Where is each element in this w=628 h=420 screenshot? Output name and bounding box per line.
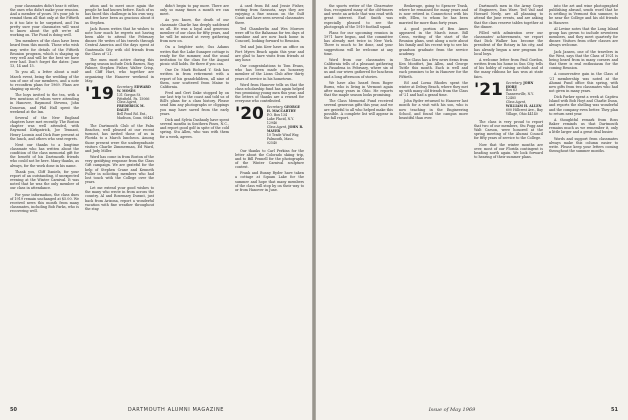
paragraph: For your information, the class dues of 1919 remain unchanged at $5.00. We received news this month from many classmates, including Bob Parks, who is recovering well.: [10, 192, 79, 214]
left-column-4: [235, 4, 304, 402]
class-header-1921: [474, 79, 543, 117]
paragraph: Brokerage, going to Spencer Trask, where he remained for many years and is now retired in Connecticut with his wife, Ellen, to whom he has been married for more than forty years.: [399, 4, 468, 25]
left-column-2: [85, 4, 154, 402]
paragraph: Frank and Bunny Ryder have taken a cottage at Squam Lake for the summer and hope that many members of the class will stop by on their way to or from Hanover in June.: [235, 171, 304, 192]
right-column-4: [549, 4, 618, 402]
left-column-3: [160, 4, 229, 402]
paragraph: Let me extend your good wishes to the many who wrote in from across the country. Al and Rosemary Durant, just back from Arizona, report a wonderful vacation with fine weather throughout the stay.: [85, 186, 154, 211]
magazine-title: DARTMOUTH ALUMNI MAGAZINE: [127, 407, 225, 413]
paragraph: A welcome letter from Paul Gordon, written from his home in Sun City, tells of his hobby of raising orchids and of the many ribbons he has won at state fairs.: [474, 57, 543, 79]
paragraph: A conservative gain in the Class of '21 membership was noted at the Alumni Fund office this spring, with new gifts from two classmates who had not given in many years.: [549, 72, 618, 93]
secretary-city: Pittsfield, Pa. 15066: [116, 96, 150, 101]
paragraph: into the art and wine photographed publishing abroad, sends word that he is settling in Vermont this summer, to be near the College and his old friends in Hanover.: [549, 4, 618, 25]
secretary-label: Secretary,: [266, 105, 284, 110]
paragraph: The Class has a few news items from Ken Montfort, Jim Allen, and George Tuttle this month. Each is well and each promises to be in Hanover for the Fiftieth.: [399, 57, 468, 79]
left-page-footer: [0, 407, 312, 415]
right-column-2: [399, 4, 468, 402]
paragraph: Jack Rosen writes that he wishes to note how much he regrets not having been able to attend the February dinner. He writes of his travels through Central America and the days spent at Guatemala City with old friends from the Class of '21.: [85, 26, 154, 56]
paragraph: Our congratulations to Tom Evans, who has been made an honorary member of the Lions Club after thirty years of service in his hometown.: [235, 64, 304, 81]
paragraph: John Ryder returned to Hanover last month for a visit with his son, who is now teaching in the Engineering School, and found the campus more beautiful than ever.: [399, 99, 468, 120]
paragraph: We have also heard from Roger Burns, who is living in Vermont again after many years in Ohio. He reports that the maple season looks promising.: [324, 80, 393, 98]
secretary-label: Secretary,: [116, 84, 134, 89]
page-number: 50: [10, 407, 17, 413]
agent-address: 600 Hillcrest Ave., Bay Village, Ohio 44140: [505, 108, 543, 116]
paragraph: Word from Hanover tells us that the class scholarship fund has again helped two promising young men this year, and the letters of thanks are a reward for everyone who contributed.: [235, 82, 304, 104]
secretary-address: P.O. Box 134: [266, 113, 287, 118]
secretary-city: Lake Placid, N.Y. 12946: [266, 117, 294, 126]
class-officers: [506, 82, 543, 117]
paragraph: To you all, a letter about a mid-March event, being the wedding of the son of one of our members, and a note to reconfirm plans for 1969. Plans are shaping up nicely.: [10, 70, 79, 91]
paragraph: your classmates didn't hear it either, the ones who didn't make your reunion. And a member of yours. It's your job to remind them all that only at the Fiftieth is it too late to be surprised, and I'm pretty sure your classmates will want to know about the gift we're all working on. The Fund is doing well.: [10, 4, 79, 38]
left-column-1: [10, 4, 79, 402]
paragraph: Fred and Gert Dake stopped by on our last trip to the coast and told us of Bill's plans for a class history. Please send him any photographs or clippings you may have saved from the early years.: [160, 90, 229, 116]
class-year-numeral: '21: [474, 79, 503, 100]
agent-name: FREDERICK M. DALEY: [116, 104, 145, 113]
right-column-3: [474, 4, 543, 402]
agent-name: JOHN R. MAYER: [266, 124, 304, 133]
left-page: [0, 0, 312, 420]
paragraph: The Dartmouth Club of the Palm Beaches, well pleased at our recent turnout, has invited those of us in Florida to a March luncheon. Among those present were the undergraduate visitors Charlie Zimmerman, Ed Ward, and Judy Miller.: [85, 123, 154, 153]
agent-label: Class Agent,: [505, 100, 527, 105]
secretary-label: Secretary,: [505, 80, 523, 85]
paragraph: Words and support from classmates always make this column easier to write. Please keep your letters coming throughout the summer months.: [549, 136, 618, 153]
secretary-name: JOHN HOBE: [505, 80, 534, 89]
paragraph: didn't begin to pay more. There are only so many times a month we can meet.: [160, 4, 229, 17]
paragraph: A thoughtful remark from Ross Baker reminds us that Dartmouth remains much as we remember it, only a little larger and a great deal busier.: [549, 117, 618, 135]
agent-name: WILLIAM H. ALLEN: [505, 104, 542, 109]
paragraph: A good portion of Ben Ames appeared in the March issue. Bill Cross, writing of the start of the Reunion plans, sent along a note about his family and his recent trip to see his grandson graduate from the service academy.: [399, 26, 468, 56]
right-page-footer: [316, 407, 628, 415]
paragraph: The class is very proud to report that two of our members, Stu Fogg and Walt Carson, were honored at the spring meeting of the Alumni Council for fifty years of service to the College.: [474, 119, 543, 141]
issue-date: Issue of May 1969: [428, 407, 476, 413]
paragraph: The boys invited to the tea, with a few mentions of whom were attending in Hanover, Raymond Stevens, John Donovan, and Phil Hall spent the weekend at the Inn.: [10, 93, 79, 114]
paragraph: Our thanks to Carl Perkins for the letter about the Colorado skiing trip, and to Bill Fennell for the photographs of the Winter Carnival sculpture contest.: [235, 148, 304, 170]
paragraph: ation and to meet once again the people he had known before. Each of us has faced this challenge in his own way, and few have been as gracious about it as Stephen.: [85, 4, 154, 25]
secretary-name: GEORGE H. MACCARTHY: [266, 105, 300, 114]
agent-address: Bell Pond Rd. Ext., Madison, Conn. 06443: [116, 112, 154, 121]
secretary-name: EDWARD W. MOSES: [116, 84, 151, 93]
agent-label: Class Agent,: [266, 124, 288, 129]
paragraph: Al Levine notes that the Long Island group has grown to include seventeen members, and they meet quarterly for dinner. Visitors from other classes are always welcome.: [549, 26, 618, 48]
paragraph: Word from our classmates in California tells of a pleasant gathering in Pasadena in February, where six of us and our wives gathered for luncheon and a long afternoon of stories.: [324, 57, 393, 79]
secretary-address: Box 63: [505, 88, 518, 93]
paragraph: On a brighter note, Gus Adams writes that the Lake Sunapee cottage is ready for the summer, and the usual invitation to the class for the August picnic still holds. Be there if you can.: [160, 45, 229, 67]
paragraph: the sports writer of the Clearwater Sun, recognized many of the old-timers and wrote an article that was read with great interest. Earl Smith was especially pleased to see the photograph of the 1919 football squad.: [324, 4, 393, 29]
paragraph: Ted and Juin Kerr have an office on Fort Myers Beach again this year and are glad to have visits from friends at any hour.: [235, 45, 304, 62]
paragraph: Filled with admiration over our classmates' achievements, we report that Dick Walker has become the president of the Rotary in his city, and has already begun a new program for local boys.: [474, 30, 543, 56]
class-header-1920: [235, 106, 304, 145]
class-year-numeral: '20: [235, 104, 264, 125]
paragraph: Plans for our upcoming reunion in 1971 have begun, and the committee has already met twice in New York. There is much to be done, and your suggestions will be welcome at any time.: [324, 30, 393, 56]
paragraph: Now that the winter months are over, most of our Florida contingent is heading north again. We look forward to hearing of their summer plans.: [474, 142, 543, 160]
paragraph: The Class Memorial Fund received several generous gifts this year, and we are grateful to all who helped make this possible. A complete list will appear in the fall report.: [324, 99, 393, 120]
right-page-columns: [324, 4, 618, 402]
paragraph: Dick and Sylvia Dashauly have spent several months in Southern Pines, N.C., and report good golf in spite of the cold spring. Stu Allen, who was with them for a week, agrees.: [160, 117, 229, 139]
paragraph: As you know, the death of our classmate Charlie has deeply saddened us all. He was a loyal and generous member of our class for fifty years, and he will be missed at every gathering from now on.: [160, 18, 229, 44]
paragraph: A card from Ed and Jessie Fisher, writing from Sarasota, says they are enjoying a fine season on the Gulf Coast and have seen several classmates there.: [235, 4, 304, 25]
paragraph: Dartmouth men in the Army Corps of Engineers, Dan Ware, Ted Vail and Howard Neely, are all planning to attend the June events, and are asking that the class reserve tables together at the dinner.: [474, 4, 543, 29]
left-page-columns: [10, 4, 304, 402]
agent-address: 10 Trade Wind Way, Falmouth, Mass. 02540: [266, 132, 300, 145]
paragraph: One Dr. Mark Richard Y. Sisk has written in from retirement with a report of his grandchildren, all nine of them, now scattered from Maine to California.: [160, 68, 229, 89]
paragraph: Several of the New England chapters have met recently. The Boston chapter was well attended, with Raymond Kirkpatrick, Joe Tennant, Henry Loomis and Dick Burr present at the lunch, and others who sent regrets.: [10, 115, 79, 141]
paragraph: Ted Chamberlin and Wes Morrow were off to the Bahamas for ten days of sunshine and are now back home in Concord, looking forward to Reunion.: [235, 26, 304, 44]
secretary-city: Tannersville, N.Y. 12485: [505, 92, 534, 101]
paragraph: The men most active during this spring season include Dick Barnes, Ray Palmer, Stephen Fisher, Walter Crisp, and Cliff Hart, who together are organizing the Hanover weekend in May.: [85, 57, 154, 83]
paragraph: Word has come in from Boston of the very gratifying response from the Class Gift campaign. We are grateful for the help of Stephen Crane and Kenneth Fuller in soliciting members who had lost touch with the College over the years.: [85, 155, 154, 184]
class-year-numeral: '19: [85, 83, 114, 104]
agent-label: Class Agent,: [116, 100, 138, 105]
right-column-1: [324, 4, 393, 402]
class-header-1919: [85, 83, 154, 121]
paragraph: Dick Parker spent a week at Captiva Island with Bob Hoyt and Charlie Dunn, and reports the shelling was wonderful and the company even better. They plan to return next year.: [549, 95, 618, 116]
paragraph: Jack Jansen, one of the travelers in the West, says that the Class of 1921 is being heard from in many corners and that there is real enthusiasm for the coming Reunion.: [549, 49, 618, 71]
page-number: 51: [611, 407, 618, 413]
right-page: [316, 0, 628, 420]
paragraph: Thank you, Cliff Daniels, for your report of an outstanding, if unexpected evening at the Winter Carnival. It was noted that he was the only member of our class in attendance.: [10, 169, 79, 191]
paragraph: Ed and Lorna Rhodes spent the winter at Delray Beach, where they met up with many old friends from the Class of '21 and had a grand time.: [399, 80, 468, 98]
secretary-address: 131 Gorgas St.: [116, 92, 142, 97]
paragraph: Next our thanks to a longtime classmate who has written about the condition of the class memorial gift for the benefit of his Dartmouth friends who could not be here. Many thanks, as always, for the work done in his name.: [10, 142, 79, 168]
class-officers: [267, 106, 304, 145]
paragraph: Ten members of the class have been heard from this month. Those who wish may write for details of the Fiftieth Reunion program, which is shaping up very well and will be the best we have ever had. Don't forget the dates: June 13, 14 and 15.: [10, 39, 79, 69]
class-officers: [117, 86, 154, 121]
